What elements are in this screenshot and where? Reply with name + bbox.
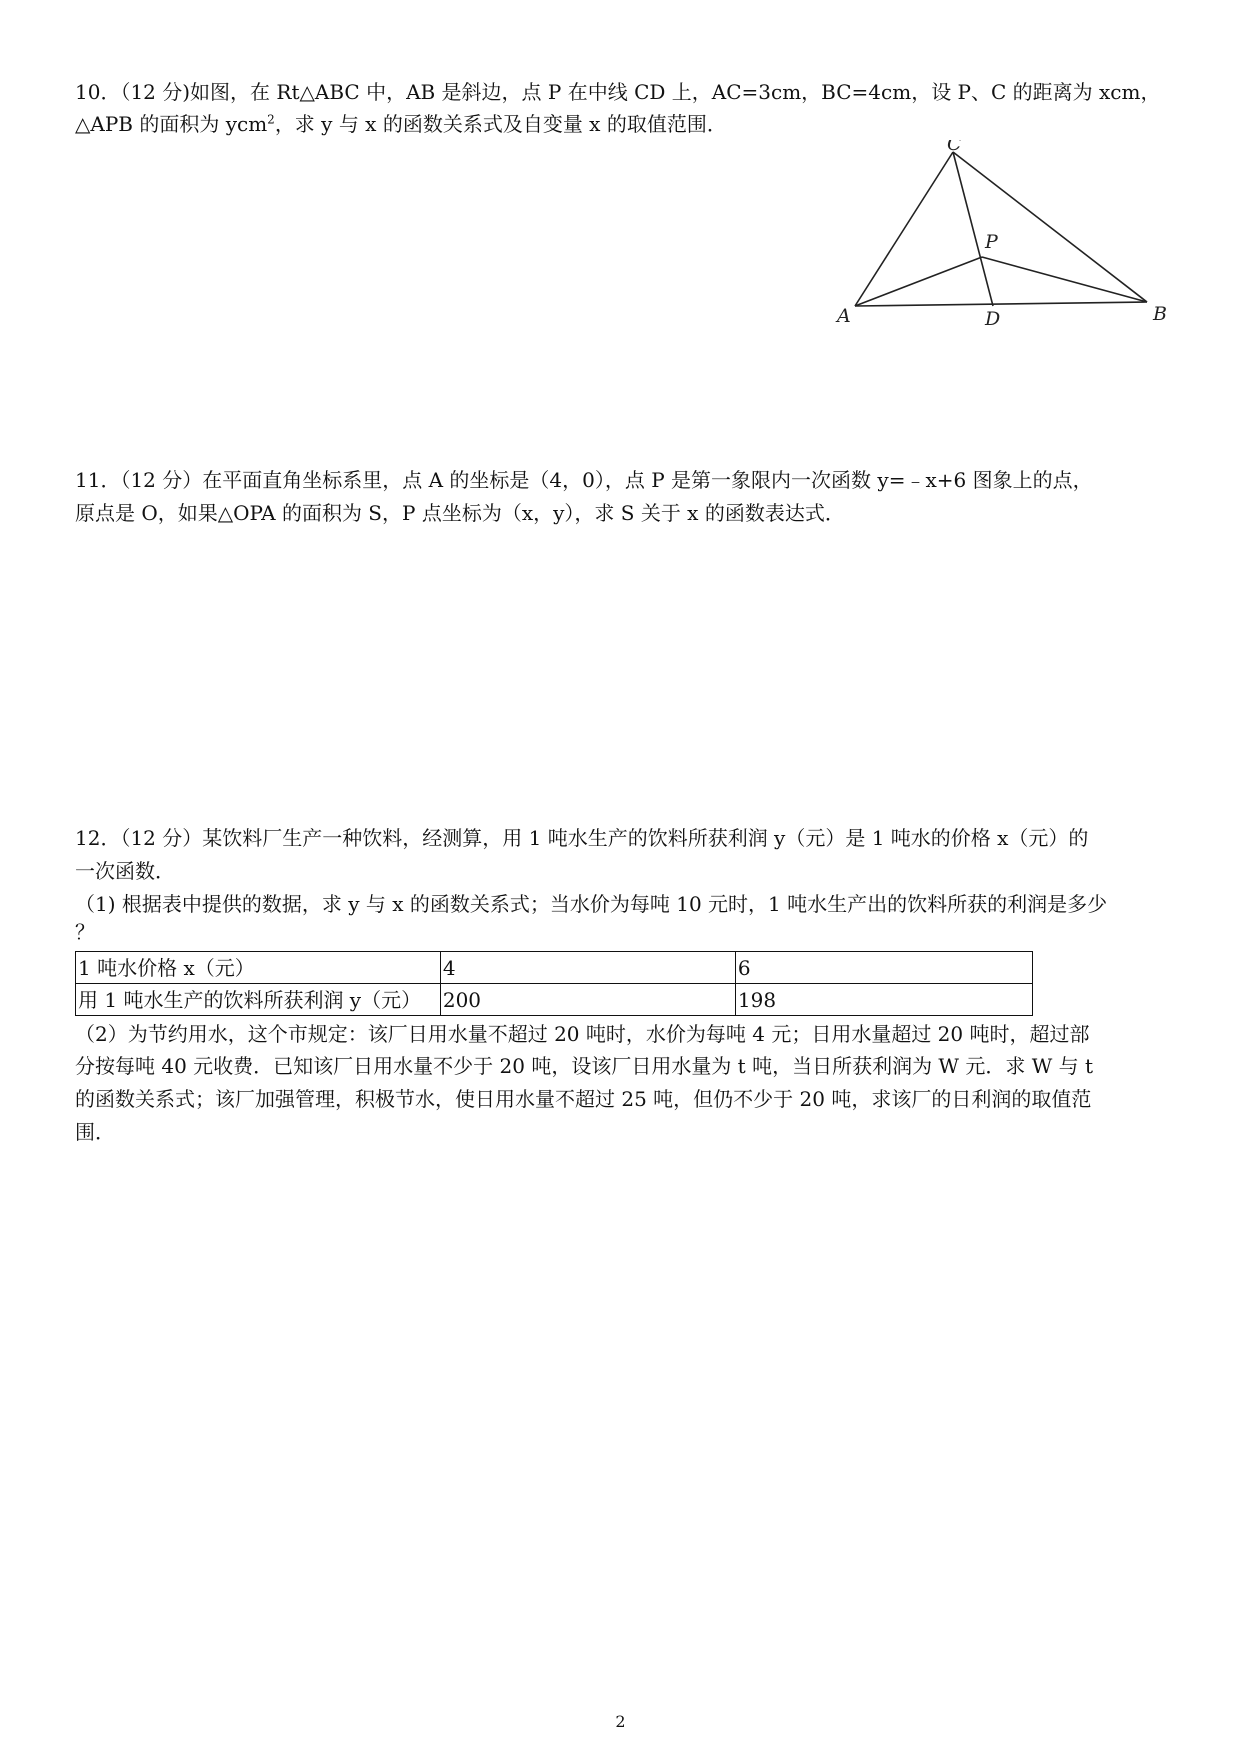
- q11-line-2: 原点是 O，如果△OPA 的面积为 S，P 点坐标为（x，y），求 S 关于 x 的函数表达式．: [75, 501, 845, 525]
- table-cell: 198: [735, 984, 1032, 1016]
- segment-pb: [982, 257, 1147, 302]
- table-cell: 6: [735, 952, 1032, 984]
- q10-question-text: ，求 y 与 x 的函数关系式及自变量 x 的取值范围．: [274, 112, 727, 136]
- median-cd: [953, 152, 993, 306]
- table-cell: 4: [440, 952, 735, 984]
- q12-part2-line-4: 围．: [75, 1120, 115, 1144]
- q12-part2-line-2: 分按每吨 40 元收费．已知该厂日用水量不少于 20 吨，设该厂日用水量为 t 吨，当日所获利润为 W 元．求 W 与 t: [75, 1054, 1094, 1078]
- label-a: A: [837, 305, 851, 327]
- q12-part2-line-3: 的函数关系式；该厂加强管理，积极节水，使日用水量不超过 25 吨，但仍不少于 20 吨，求该厂的日利润的取值范: [75, 1087, 1092, 1111]
- table-row: [76, 984, 1033, 1016]
- q12-part1-line-2: ？: [75, 920, 95, 944]
- label-d: D: [985, 308, 1001, 330]
- q12-part1-line-1: （1) 根据表中提供的数据，求 y 与 x 的函数关系式；当水价为每吨 10 元时，1 吨水生产出的饮料所获的利润是多少: [75, 892, 1108, 916]
- q10-triangle-figure: [835, 140, 1175, 334]
- label-b: B: [1153, 303, 1167, 325]
- label-p: P: [985, 231, 998, 253]
- q10-area-text: △APB 的面积为 ycm: [75, 112, 268, 136]
- page-number: 2: [615, 1712, 626, 1731]
- side-ab: [855, 302, 1147, 306]
- q12-line-1: 12．（12 分）某饮料厂生产一种饮料，经测算，用 1 吨水生产的饮料所获利润 y（元）是 1 吨水的价格 x（元）的: [75, 826, 1089, 850]
- table-cell: 200: [440, 984, 735, 1016]
- table-row: [76, 952, 1033, 984]
- label-c: C: [947, 140, 962, 155]
- q12-line-2: 一次函数．: [75, 859, 175, 883]
- table-cell: 用 1 吨水生产的饮料所获利润 y（元）: [76, 984, 441, 1016]
- q12-part2-line-1: （2）为节约用水，这个市规定：该厂日用水量不超过 20 吨时，水价为每吨 4 元；日用水量超过 20 吨时，超过部: [75, 1022, 1090, 1046]
- q10-line-1: 10．（12 分)如图，在 Rt△ABC 中，AB 是斜边，点 P 在中线 CD 上，AC=3cm，BC=4cm，设 P、C 的距离为 xcm，: [75, 80, 1161, 104]
- side-cb: [953, 152, 1147, 302]
- q10-line-2: [75, 108, 1173, 140]
- table-cell: 1 吨水价格 x（元）: [76, 952, 441, 984]
- q11-line-1: 11．（12 分）在平面直角坐标系里，点 A 的坐标是（4，0），点 P 是第一象限内一次函数 y=﹣x+6 图象上的点，: [75, 468, 1093, 492]
- q10-superscript: 2: [267, 112, 275, 127]
- segment-pa: [855, 257, 982, 306]
- side-ca: [855, 152, 953, 306]
- q12-data-table: [75, 951, 1033, 1016]
